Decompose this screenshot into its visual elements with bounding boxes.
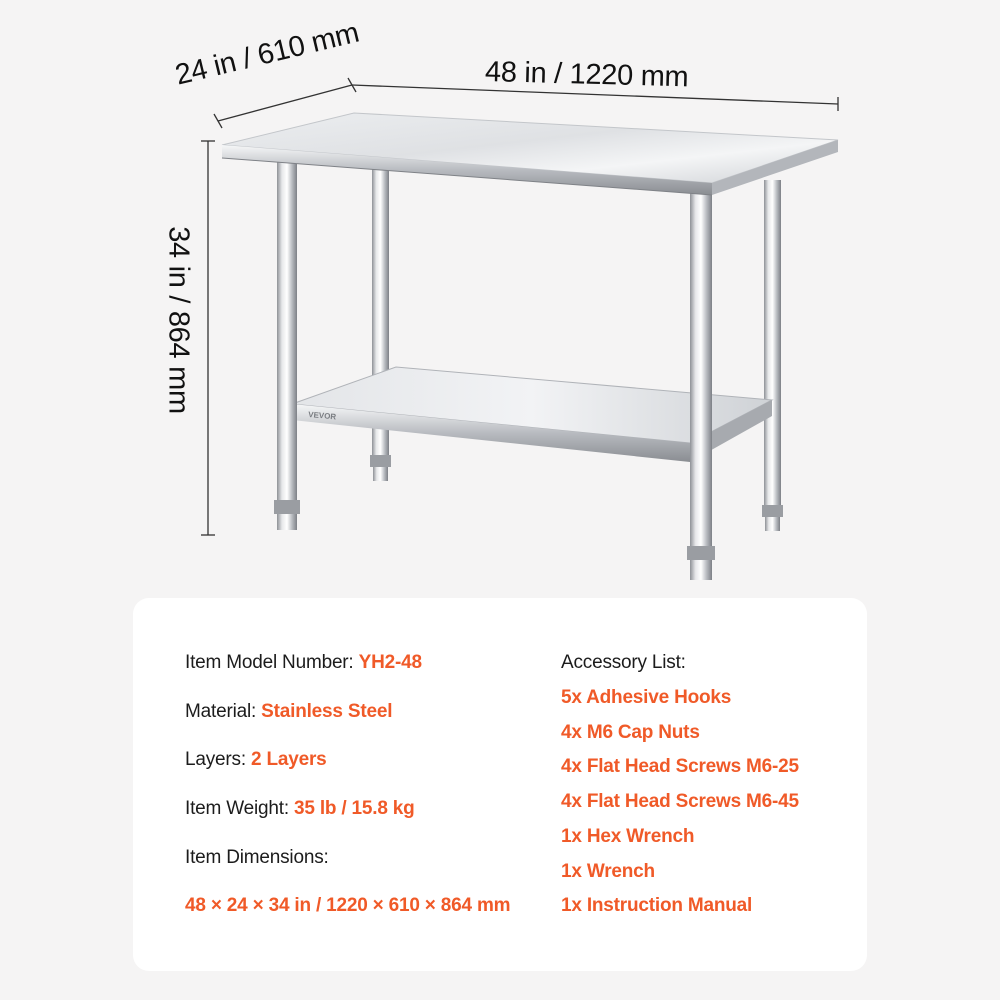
spec-weight-value: 35 lb / 15.8 kg [294,798,415,819]
front-legs [274,160,715,580]
front-right-leg [690,190,712,550]
spec-model-row [185,652,422,674]
accessory-item: 1x Wrench [561,861,655,882]
accessory-item: 4x M6 Cap Nuts [561,722,700,743]
spec-layers-label: Layers: [185,749,246,770]
accessory-item: 5x Adhesive Hooks [561,687,732,708]
spec-model-value: YH2-48 [358,652,422,673]
spec-material-value: Stainless Steel [261,701,393,722]
shelf-brand-mark: VEVOR [307,410,337,422]
spec-material-row [185,701,392,723]
back-legs [370,160,783,531]
specifications-card [133,598,867,971]
accessory-item: 4x Flat Head Screws M6-45 [561,791,799,812]
spec-layers-row [185,749,327,771]
height-dimension-label: 34 in / 864 mm [162,226,195,414]
accessory-item: 1x Instruction Manual [561,895,753,916]
depth-dimension-label: 24 in / 610 mm [172,16,363,92]
table-top [222,113,838,195]
spec-layers-value: 2 Layers [251,749,327,770]
spec-weight-row [185,798,415,820]
spec-dimensions-label: Item Dimensions: [185,847,329,868]
accessory-item: 4x Flat Head Screws M6-25 [561,756,799,777]
spec-model-label: Item Model Number: [185,652,354,673]
spec-weight-label: Item Weight: [185,798,289,819]
accessory-list-title: Accessory List: [561,652,686,673]
width-dimension-label: 48 in / 1220 mm [484,56,689,94]
depth-dimension-line [218,85,352,121]
accessory-item: 1x Hex Wrench [561,826,695,847]
spec-dimensions-value: 48 × 24 × 34 in / 1220 × 610 × 864 mm [185,895,511,916]
front-left-leg [277,160,297,505]
back-right-leg [764,180,781,510]
spec-material-label: Material: [185,701,257,722]
